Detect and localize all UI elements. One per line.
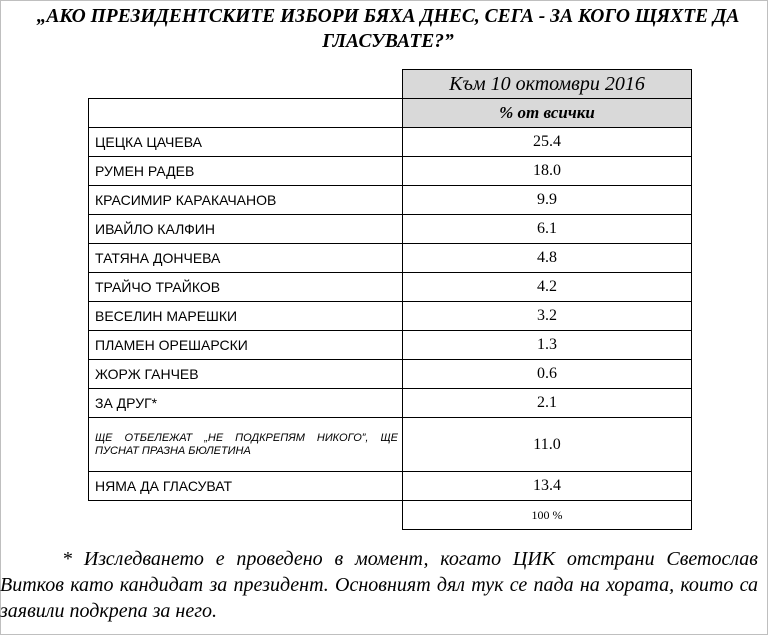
unit-header: % от всички (403, 99, 692, 128)
row-label: РУМЕН РАДЕВ (89, 157, 403, 186)
date-header: Към 10 октомври 2016 (403, 70, 692, 99)
table-row (89, 157, 692, 186)
row-label: ТРАЙЧО ТРАЙКОВ (89, 273, 403, 302)
table-row (89, 472, 692, 501)
row-value: 0.6 (403, 360, 692, 389)
row-label: ЗА ДРУГ* (89, 389, 403, 418)
table-row (89, 418, 692, 472)
poll-table (88, 69, 692, 530)
table-row (89, 302, 692, 331)
row-label: ПЛАМЕН ОРЕШАРСКИ (89, 331, 403, 360)
row-value: 11.0 (403, 418, 692, 472)
total-value: 100 % (403, 501, 692, 530)
row-value: 3.2 (403, 302, 692, 331)
row-value: 1.3 (403, 331, 692, 360)
footnote: * Изследването е проведено в момент, когато ЦИК отстрани Светослав Витков като кандидат за президент. Основният дял тук се пада на хората, които са заявили подкрепа за него. (0, 548, 758, 622)
header-row-unit (89, 99, 692, 128)
row-label: ЦЕЦКА ЦАЧЕВА (89, 128, 403, 157)
row-value: 25.4 (403, 128, 692, 157)
row-label: ВЕСЕЛИН МАРЕШКИ (89, 302, 403, 331)
row-label: ЩЕ ОТБЕЛЕЖАТ „НЕ ПОДКРЕПЯМ НИКОГО”, ЩЕ ПУСНАТ ПРАЗНА БЮЛЕТИНА (89, 418, 403, 472)
row-label: ЖОРЖ ГАНЧЕВ (89, 360, 403, 389)
row-label: ИВАЙЛО КАЛФИН (89, 215, 403, 244)
table-row (89, 389, 692, 418)
table-row (89, 186, 692, 215)
row-label: НЯМА ДА ГЛАСУВАТ (89, 472, 403, 501)
row-value: 4.2 (403, 273, 692, 302)
header-name-cell (89, 99, 403, 128)
table-row (89, 360, 692, 389)
row-value: 18.0 (403, 157, 692, 186)
row-value: 13.4 (403, 472, 692, 501)
header-blank-cell (89, 70, 403, 99)
row-value: 4.8 (403, 244, 692, 273)
table-row (89, 244, 692, 273)
row-label: ТАТЯНА ДОНЧЕВА (89, 244, 403, 273)
table-row (89, 215, 692, 244)
total-row (89, 501, 692, 530)
table-row (89, 128, 692, 157)
row-label: КРАСИМИР КАРАКАЧАНОВ (89, 186, 403, 215)
total-blank-cell (89, 501, 403, 530)
row-value: 9.9 (403, 186, 692, 215)
header-row-date (89, 70, 692, 99)
row-value: 6.1 (403, 215, 692, 244)
page-title: „АКО ПРЕЗИДЕНТСКИТЕ ИЗБОРИ БЯХА ДНЕС, СЕГА - ЗА КОГО ЩЯХТЕ ДА ГЛАСУВАТЕ?” (36, 6, 740, 52)
table-row (89, 273, 692, 302)
table-row (89, 331, 692, 360)
row-value: 2.1 (403, 389, 692, 418)
